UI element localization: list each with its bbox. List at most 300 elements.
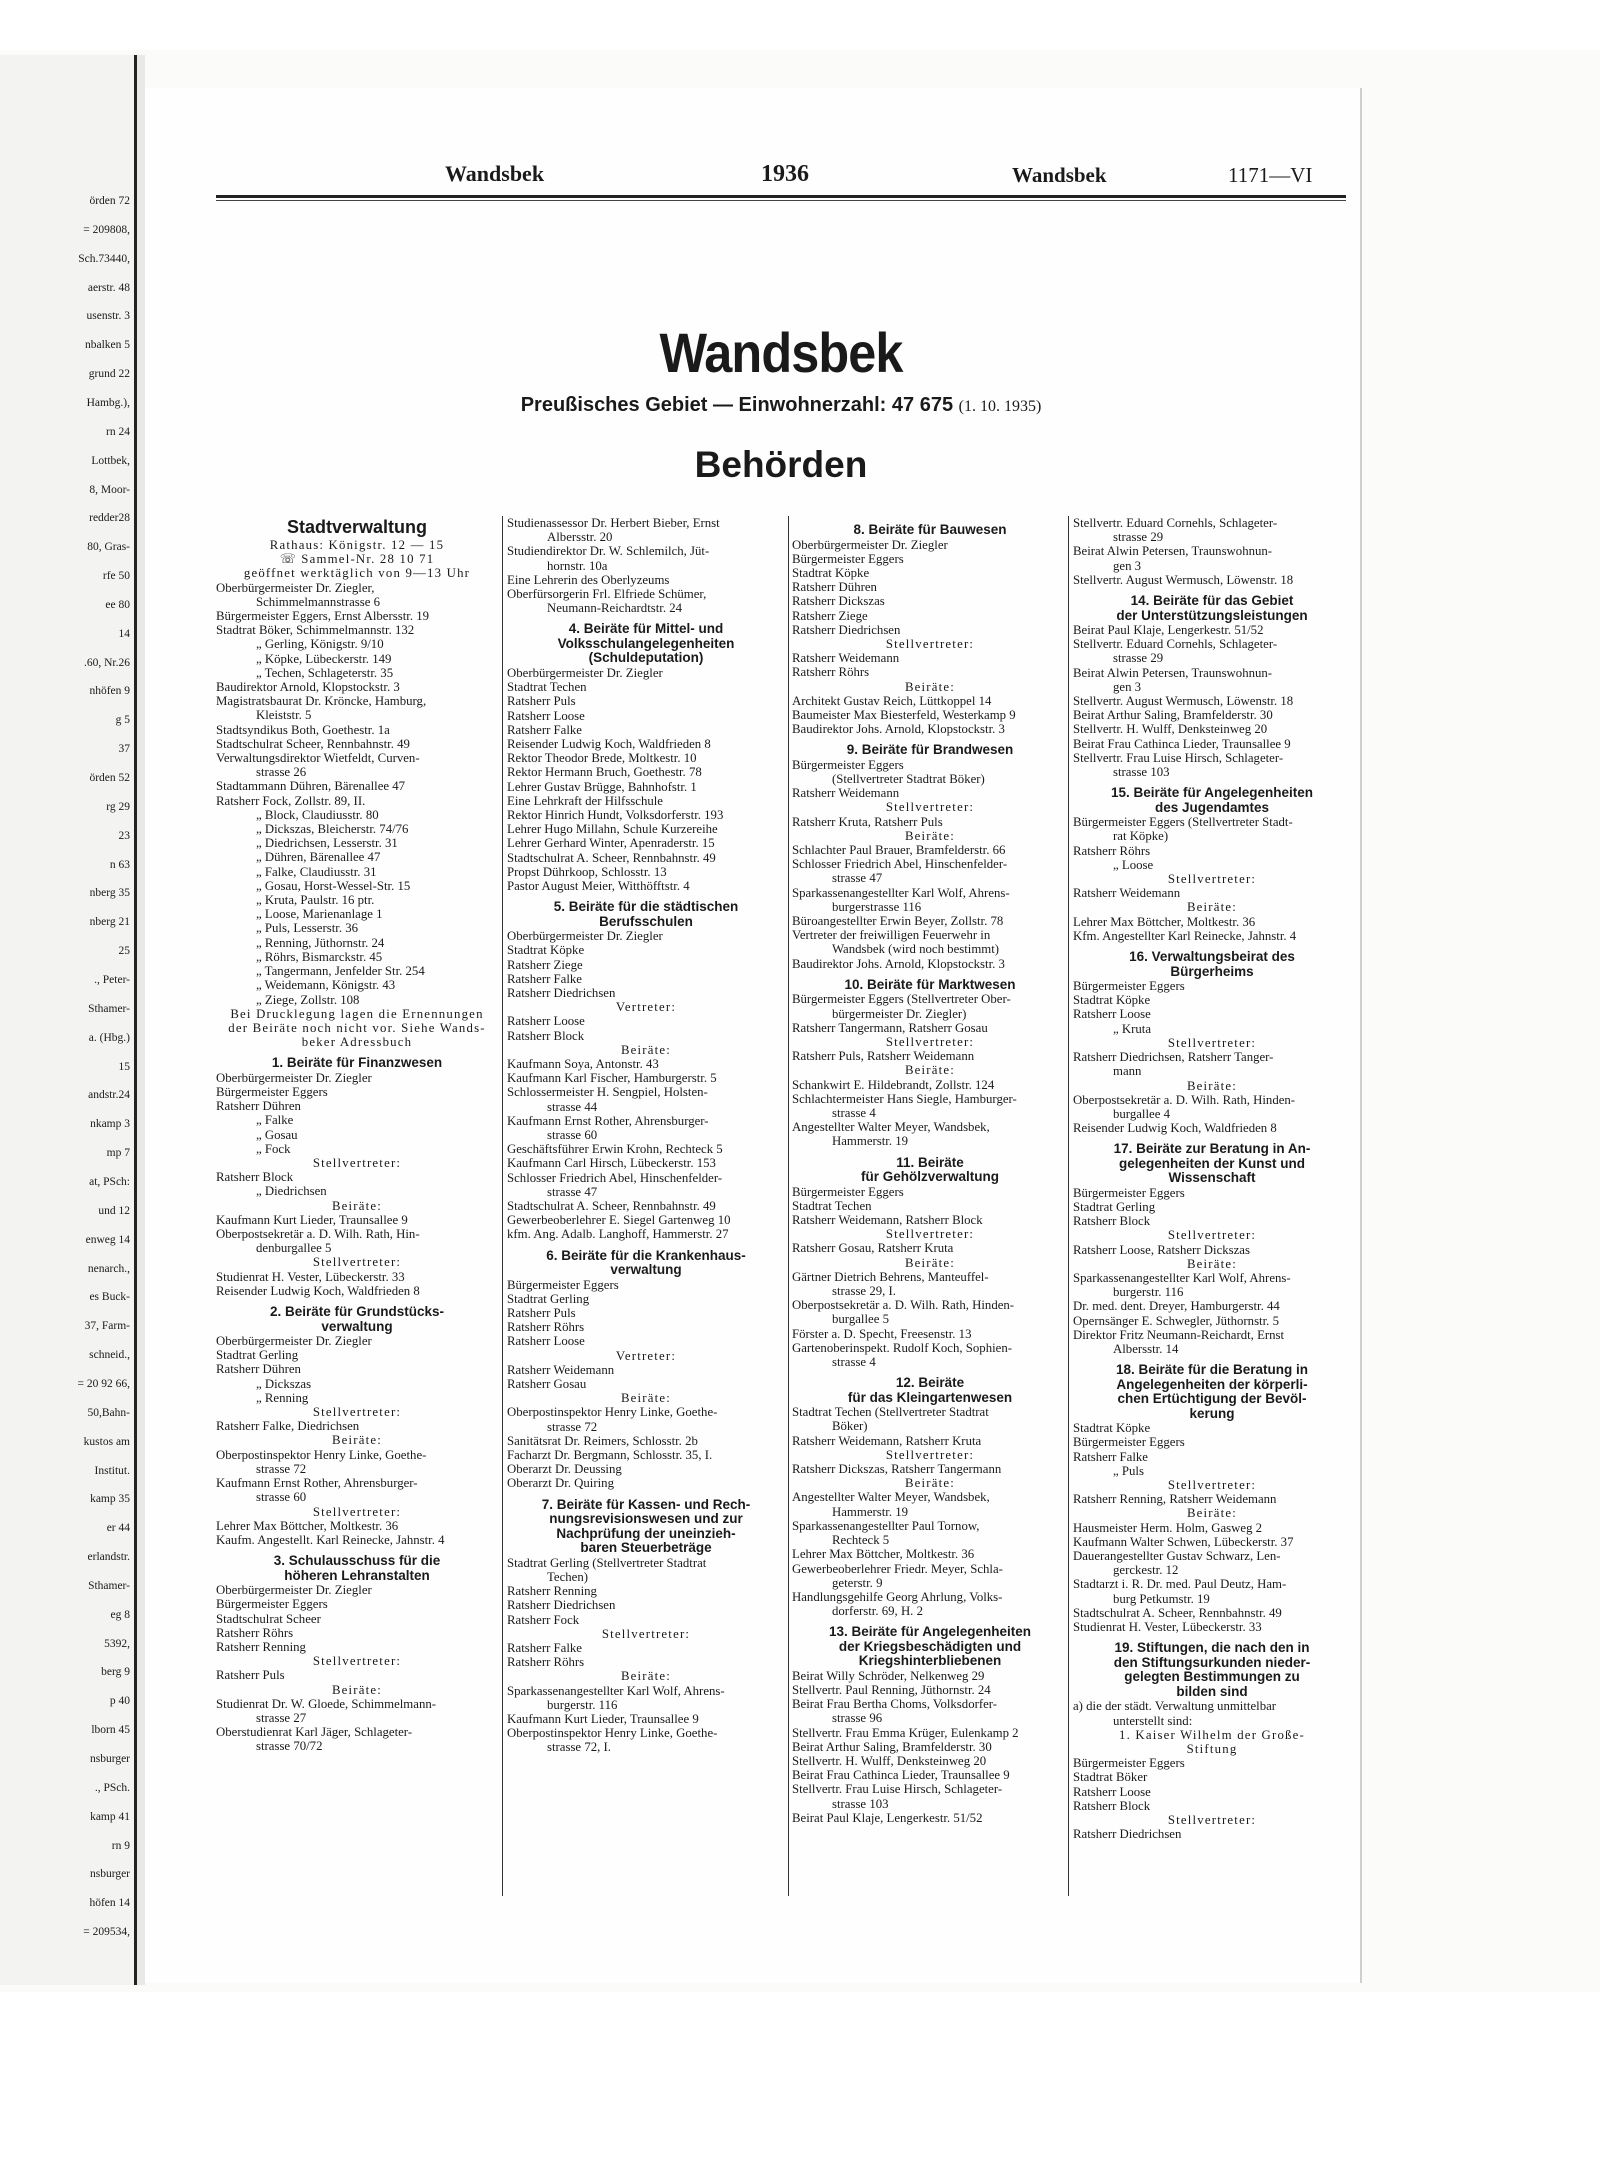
entry-line: Stadtarzt i. R. Dr. med. Paul Deutz, Ham- [1073, 1577, 1287, 1592]
entry-line: Ratsherr Dühren [216, 1362, 301, 1377]
entry-line: Ratsherr Dickszas, Ratsherr Tangermann [792, 1462, 1002, 1477]
entry-line: strasse 44 [547, 1099, 598, 1114]
section-heading: bilden sind [1176, 1683, 1248, 1699]
entry-line: strasse 72, I. [547, 1740, 611, 1755]
entry-line: Beirat Alwin Petersen, Traunswohnun- [1073, 544, 1273, 559]
entry-line: Pastor August Meier, Witthöfftstr. 4 [507, 878, 690, 893]
margin-fragment: mp 7 [106, 1147, 130, 1160]
section-heading: 2. Beiräte für Grundstücks- [269, 1304, 445, 1320]
entry-line: Baudirektor Arnold, Klopstockstr. 3 [216, 680, 400, 695]
entry-line: strasse 103 [1113, 765, 1170, 780]
section-heading: Angelegenheiten der körperli- [1116, 1376, 1308, 1392]
entry-line: burgerstrasse 116 [832, 899, 922, 914]
section-heading: 16. Verwaltungsbeirat des [1129, 949, 1295, 965]
entry-line: Stadtrat Böker, Schimmelmannstr. 132 [216, 623, 415, 638]
entry-line: Oberpostsekretär a. D. Wilh. Rath, Hin- [216, 1227, 420, 1242]
entry-line: Bürgermeister Eggers [1073, 1435, 1185, 1450]
entry-line: Studienrat Dr. W. Gloede, Schimmelmann- [216, 1696, 437, 1711]
entry-line: Oberarzt Dr. Deussing [507, 1462, 622, 1477]
entry-line: Oberbürgermeister Dr. Ziegler [507, 929, 663, 944]
entry-line: Böker) [832, 1419, 868, 1434]
section-heading: 10. Beiräte für Marktwesen [844, 976, 1016, 992]
margin-fragment: 80, Gras- [87, 541, 130, 554]
margin-fragment: erlandstr. [87, 1551, 130, 1564]
entry-line: Ratsherr Loose [1073, 1784, 1151, 1799]
entry-line: Stadtrat Köpke [507, 943, 585, 958]
entry-line: strasse 60 [547, 1128, 598, 1143]
margin-fragment: Hambg.), [86, 396, 130, 409]
section-heading: verwaltung [321, 1318, 393, 1334]
margin-fragment: er 44 [106, 1522, 130, 1535]
population-line: Preußisches Gebiet — Einwohnerzahl: 47 675 [520, 394, 954, 416]
margin-fragment: 37, Farm- [84, 1320, 130, 1333]
entry-line: Schlachtermeister Hans Siegle, Hamburger- [792, 1091, 1017, 1106]
entry-line: Reisender Ludwig Koch, Waldfrieden 8 [216, 1283, 420, 1298]
entry-line: Oberpostinspektor Henry Linke, Goethe- [507, 1405, 718, 1420]
section-heading: Volksschulangelegenheiten [557, 635, 735, 651]
margin-fragment: = 20 92 66, [77, 1377, 130, 1390]
entry-line: Kaufmann Kurt Lieder, Traunsallee 9 [216, 1212, 408, 1227]
entry-line: strasse 47 [547, 1184, 598, 1199]
entry-line: Sanitätsrat Dr. Reimers, Schlosstr. 2b [507, 1433, 698, 1448]
entry-line: Stadtammann Dühren, Bärenallee 47 [216, 779, 406, 794]
entry-line: Stellvertreter: [312, 1405, 402, 1420]
entry-line: Ratsherr Diedrichsen [1073, 1827, 1182, 1842]
entry-line: a) die der städt. Verwaltung unmittelbar [1073, 1699, 1277, 1714]
entry-line: Lehrer Hugo Millahn, Schule Kurzereihe [507, 822, 718, 837]
column-1 [216, 516, 498, 1754]
entry-line: Beiräte: [331, 1682, 383, 1697]
entry-line: Dr. med. dent. Dreyer, Hamburgerstr. 44 [1073, 1299, 1280, 1314]
margin-fragment: nenarch., [87, 1262, 130, 1275]
entry-line: Beiräte: [1186, 1256, 1238, 1271]
entry-line: Ratsherr Falke [1073, 1449, 1148, 1464]
entry-line: Stellvertr. Frau Emma Krüger, Eulenkamp 2 [792, 1725, 1019, 1740]
entry-line: Schankwirt E. Hildebrandt, Zollstr. 124 [792, 1077, 995, 1092]
section-heading: den Stiftungsurkunden nieder- [1113, 1654, 1311, 1670]
column-divider [502, 516, 503, 1896]
entry-line: Beiräte: [904, 1255, 956, 1270]
margin-fragment: nkamp 3 [90, 1118, 130, 1131]
entry-line: Oberbürgermeister Dr. Ziegler, [216, 580, 375, 595]
entry-line: Beirat Frau Bertha Choms, Volksdorfer- [792, 1697, 998, 1712]
entry-line: strasse 26 [256, 765, 307, 780]
entry-line: Lehrer Gerhard Winter, Apenraderstr. 15 [507, 836, 715, 851]
entry-line: „ Diedrichsen, Lesserstr. 31 [256, 836, 398, 851]
column-3 [792, 516, 1068, 1825]
entry-line: Ratsherr Tangermann, Ratsherr Gosau [792, 1020, 988, 1035]
entry-line: Lehrer Max Böttcher, Moltkestr. 36 [1073, 914, 1256, 929]
entry-line: Sparkassenangestellter Paul Tornow, [792, 1518, 980, 1533]
entry-line: Ratsherr Weidemann [792, 651, 900, 666]
page-title: Wandsbek [659, 321, 903, 384]
entry-line: mann [1113, 1064, 1142, 1079]
entry-line: Ratsherr Gosau [507, 1377, 587, 1392]
entry-line: burgallee 5 [832, 1312, 889, 1327]
entry-line: Ratsherr Fock, Zollstr. 89, II. [216, 793, 366, 808]
entry-line: Albersstr. 20 [547, 530, 613, 545]
section-heading: 5. Beiräte für die städtischen [553, 899, 739, 915]
margin-fragment: nbalken 5 [84, 339, 130, 352]
entry-line: Beiräte: [620, 1669, 672, 1684]
entry-line: „ Gosau [256, 1127, 298, 1142]
margin-fragment: = 209534, [83, 1926, 130, 1939]
entry-line: bürgermeister Dr. Ziegler) [832, 1006, 967, 1021]
entry-line: Albersstr. 14 [1113, 1342, 1179, 1357]
entry-line: Ratsherr Puls [507, 1306, 576, 1321]
entry-line: Hausmeister Herm. Holm, Gasweg 2 [1073, 1520, 1263, 1535]
entry-line: „ Weidemann, Königstr. 43 [256, 978, 396, 993]
margin-fragment: nsburger [89, 1868, 130, 1881]
entry-line: Stellvertreter: [885, 1227, 975, 1242]
section-heading: der Unterstützungsleistungen [1116, 607, 1308, 623]
entry-line: ☏ Sammel-Nr. 28 10 71 [279, 552, 435, 567]
entry-line: Wandsbek (wird noch bestimmt) [832, 942, 1000, 957]
entry-line: Sparkassenangestellter Karl Wolf, Ahrens- [507, 1683, 725, 1698]
entry-line: Ratsherr Loose [507, 1334, 585, 1349]
entry-line: Kaufmann Walter Schwen, Lübeckerstr. 37 [1073, 1534, 1294, 1549]
entry-line: Schlossermeister H. Sengpiel, Holsten- [507, 1085, 708, 1100]
margin-fragment: 8, Moor- [89, 483, 130, 496]
entry-line: Ratsherr Block [1073, 1798, 1151, 1813]
margin-fragment: Lottbek, [91, 454, 130, 467]
column-4 [1073, 516, 1351, 1841]
entry-line: Ratsherr Renning [216, 1639, 306, 1654]
header-rule-thin [216, 200, 1346, 201]
entry-line: denburgallee 5 [256, 1241, 332, 1256]
entry-line: Baudirektor Johs. Arnold, Klopstockstr. 3 [792, 722, 1005, 737]
entry-line: Handlungsgehilfe Georg Ahrlung, Volks- [792, 1589, 1003, 1604]
margin-fragment: p 40 [109, 1695, 130, 1708]
entry-line: Oberbürgermeister Dr. Ziegler [216, 1583, 372, 1598]
entry-line: Architekt Gustav Reich, Lüttkoppel 14 [792, 693, 992, 708]
entry-line: strasse 70/72 [256, 1739, 323, 1754]
header-year: 1936 [761, 161, 809, 187]
entry-line: strasse 29 [1113, 530, 1164, 545]
entry-line: strasse 72 [547, 1419, 598, 1434]
entry-line: Eine Lehrkraft der Hilfsschule [507, 793, 663, 808]
entry-line: Hammerstr. 19 [832, 1134, 909, 1149]
section-heading: 6. Beiräte für die Krankenhaus- [546, 1247, 746, 1263]
entry-line: Oberbürgermeister Dr. Ziegler [507, 665, 663, 680]
entry-line: Oberfürsorgerin Frl. Elfriede Schümer, [507, 587, 707, 602]
entry-line: Stellvertreter: [312, 1156, 402, 1171]
entry-line: Stellvertr. Frau Luise Hirsch, Schlageter- [792, 1782, 1003, 1797]
margin-fragment: kamp 35 [90, 1493, 130, 1506]
section-heading: Stadtverwaltung [286, 517, 428, 537]
entry-line: Oberpostinspektor Henry Linke, Goethe- [507, 1726, 718, 1741]
margin-fragment: n 63 [109, 858, 130, 871]
margin-fragment: kustos am [83, 1435, 130, 1448]
entry-line: Bürgermeister Eggers [792, 757, 904, 772]
entry-line: Bei Drucklegung lagen die Ernennungen [230, 1006, 484, 1021]
entry-line: Ratsherr Diedrichsen [507, 1598, 616, 1613]
entry-line: „ Loose, Marienanlage 1 [256, 907, 383, 922]
entry-line: strasse 27 [256, 1710, 307, 1725]
entry-line: Beirat Frau Cathinca Lieder, Traunsallee 9 [1073, 736, 1291, 751]
entry-line: Stadtschulrat A. Scheer, Rennbahnstr. 49 [507, 850, 716, 865]
entry-line: Vertreter der freiwilligen Feuerwehr in [792, 928, 991, 943]
entry-line: „ Fock [256, 1141, 291, 1156]
entry-line: Beirat Paul Klaje, Lengerkestr. 51/52 [1073, 623, 1264, 638]
entry-line: „ Diedrichsen [256, 1184, 327, 1199]
section-heading: 4. Beiräte für Mittel- und [568, 621, 724, 637]
entry-line: Ratsherr Falke [507, 722, 582, 737]
entry-line: Ratsherr Röhrs [216, 1625, 294, 1640]
entry-line: Magistratsbaurat Dr. Kröncke, Hamburg, [216, 694, 427, 709]
entry-line: „ Falke, Claudiusstr. 31 [256, 864, 377, 879]
entry-line: Ratsherr Kruta, Ratsherr Puls [792, 814, 943, 829]
entry-line: Opernsänger E. Schwegler, Jüthornstr. 5 [1073, 1313, 1279, 1328]
entry-line: Ratsherr Gosau, Ratsherr Kruta [792, 1241, 954, 1256]
entry-line: Ratsherr Puls, Ratsherr Weidemann [792, 1049, 975, 1064]
margin-fragment: rn 9 [111, 1839, 130, 1852]
margin-fragment: Sthamer- [88, 1002, 130, 1015]
entry-line: Sparkassenangestellter Karl Wolf, Ahrens- [1073, 1271, 1291, 1286]
entry-line: Angestellter Walter Meyer, Wandsbek, [792, 1120, 990, 1135]
entry-line: Kfm. Angestellter Karl Reinecke, Jahnstr. 4 [1073, 928, 1297, 943]
section-heading: Berufsschulen [599, 913, 693, 929]
section-heading: der Kriegsbeschädigten und [838, 1638, 1022, 1654]
entry-line: „ Gosau, Horst-Wessel-Str. 15 [256, 878, 411, 893]
entry-line: „ Falke [256, 1113, 294, 1128]
entry-line: Ratsherr Weidemann, Ratsherr Block [792, 1213, 983, 1228]
entry-line: „ Dickszas, Bleicherstr. 74/76 [256, 822, 409, 837]
entry-line: Schlosser Friedrich Abel, Hinschenfelder- [507, 1170, 723, 1185]
entry-line: Stadtsyndikus Both, Goethestr. 1a [216, 722, 390, 737]
entry-line: strasse 29, I. [832, 1284, 896, 1299]
entry-line: Ratsherr Block [216, 1170, 294, 1185]
entry-line: „ Puls [1113, 1463, 1144, 1478]
entry-line: Beirat Paul Klaje, Lengerkestr. 51/52 [792, 1810, 983, 1825]
margin-fragment: örden 52 [89, 772, 130, 785]
margin-fragment: 14 [118, 627, 130, 640]
section-heading: 8. Beiräte für Bauwesen [853, 522, 1007, 537]
entry-line: Rektor Theodor Brede, Moltkestr. 10 [507, 751, 697, 766]
margin-fragment: Sch.73440, [78, 252, 130, 265]
entry-line: Ratsherr Diedrichsen [507, 985, 616, 1000]
entry-line: Kaufmann Karl Fischer, Hamburgerstr. 5 [507, 1071, 717, 1086]
entry-line: 1. Kaiser Wilhelm der Große- [1118, 1727, 1305, 1742]
entry-line: Stellvertreter: [885, 1447, 975, 1462]
entry-line: Stadtrat Techen [507, 680, 587, 695]
entry-line: Stiftung [1186, 1741, 1238, 1756]
margin-fragment: lborn 45 [91, 1724, 130, 1737]
margin-fragment: es Buck- [89, 1291, 130, 1304]
entry-line: Stadtrat Gerling [216, 1348, 299, 1363]
margin-fragment: nsburger [89, 1753, 130, 1766]
entry-line: Kaufmann Ernst Rother, Ahrensburger- [507, 1113, 709, 1128]
section-heading: chen Ertüchtigung der Bevöl- [1117, 1391, 1307, 1407]
entry-line: Kaufmann Kurt Lieder, Traunsallee 9 [507, 1711, 699, 1726]
entry-line: Stellvertreter: [1167, 872, 1257, 887]
entry-line: Ratsherr Röhrs [792, 665, 870, 680]
margin-fragment: 23 [118, 829, 130, 842]
margin-fragment: höfen 14 [89, 1897, 130, 1910]
entry-line: Stellvertr. Paul Renning, Jüthornstr. 24 [792, 1683, 991, 1698]
section-heading: gelegten Bestimmungen zu [1124, 1669, 1300, 1685]
entry-line: strasse 4 [832, 1355, 876, 1370]
entry-line: Baudirektor Johs. Arnold, Klopstockstr. 3 [792, 956, 1005, 971]
entry-line: Stellvertr. Frau Luise Hirsch, Schlageter- [1073, 750, 1284, 765]
section-heading: 1. Beiräte für Finanzwesen [271, 1055, 443, 1071]
entry-line: Ratsherr Renning, Ratsherr Weidemann [1073, 1492, 1277, 1507]
entry-line: „ Kruta [1113, 1021, 1152, 1036]
entry-line: Kleiststr. 5 [256, 708, 312, 723]
entry-line: Ratsherr Falke, Diedrichsen [216, 1419, 360, 1434]
entry-line: Ratsherr Röhrs [507, 1320, 585, 1335]
entry-line: Beirat Frau Cathinca Lieder, Traunsallee 9 [792, 1768, 1010, 1783]
entry-line: burg Petkumstr. 19 [1113, 1591, 1210, 1606]
section-heading: (Schuldeputation) [588, 650, 704, 666]
margin-fragment: 5392, [104, 1637, 130, 1650]
margin-fragment: kamp 41 [90, 1810, 130, 1823]
section-heading: 18. Beiräte für die Beratung in [1115, 1362, 1309, 1378]
entry-line: Beiräte: [331, 1198, 383, 1213]
entry-line: Bürgermeister Eggers [1073, 1756, 1185, 1771]
entry-line: Oberbürgermeister Dr. Ziegler [216, 1070, 372, 1085]
entry-line: Oberpostinspektor Henry Linke, Goethe- [216, 1447, 427, 1462]
section-title: Behörden [694, 444, 868, 485]
entry-line: strasse 72 [256, 1461, 307, 1476]
entry-line: burgerstr. 116 [547, 1697, 618, 1712]
entry-line: Ratsherr Renning [507, 1584, 597, 1599]
entry-line: (Stellvertreter Stadtrat Böker) [832, 772, 985, 787]
margin-fragment: aerstr. 48 [87, 281, 130, 294]
entry-line: Ratsherr Loose [507, 708, 585, 723]
entry-line: strasse 96 [832, 1711, 883, 1726]
entry-line: Ratsherr Diedrichsen [792, 622, 901, 637]
entry-line: „ Dickszas [256, 1376, 312, 1391]
column-2 [507, 516, 785, 1755]
entry-line: „ Köpke, Lübeckerstr. 149 [256, 651, 392, 666]
margin-fragment: Institut. [94, 1464, 130, 1477]
entry-line: Bürgermeister Eggers, Ernst Albersstr. 19 [216, 609, 430, 624]
entry-line: Ratsherr Weidemann [1073, 886, 1181, 901]
entry-line: Stellvertreter: [601, 1626, 691, 1641]
entry-line: Bürgermeister Eggers [507, 1277, 619, 1292]
entry-line: Ratsherr Weidemann [507, 1362, 615, 1377]
entry-line: Studienassessor Dr. Herbert Bieber, Ernst [507, 516, 720, 530]
section-heading: Bürgerheims [1170, 963, 1254, 979]
entry-line: Ratsherr Loose [507, 1014, 585, 1029]
entry-line: Beiräte: [620, 1391, 672, 1406]
entry-line: gen 3 [1113, 679, 1142, 694]
entry-line: „ Ziege, Zollstr. 108 [256, 992, 360, 1007]
entry-line: „ Dühren, Bärenallee 47 [256, 850, 381, 865]
entry-line: strasse 103 [832, 1796, 889, 1811]
entry-line: der Beiräte noch nicht vor. Siehe Wands- [228, 1020, 486, 1035]
entry-line: Beiräte: [904, 1476, 956, 1491]
header-right: Wandsbek [1012, 163, 1107, 187]
section-heading: gelegenheiten der Kunst und [1118, 1155, 1305, 1171]
entry-line: beker Adressbuch [301, 1035, 413, 1050]
entry-line: Stadtschulrat Scheer [216, 1611, 321, 1626]
header-left: Wandsbek [445, 161, 545, 186]
margin-fragment: .60, Nr.26 [84, 656, 130, 669]
entry-line: Schlosser Friedrich Abel, Hinschenfelder- [792, 857, 1008, 872]
entry-line: Bürgermeister Eggers [792, 551, 904, 566]
margin-fragment: 50,Bahn- [87, 1406, 130, 1419]
entry-line: Beirat Arthur Saling, Bramfelderstr. 30 [1073, 708, 1273, 723]
margin-fragment: und 12 [98, 1204, 130, 1217]
entry-line: Studienrat H. Vester, Lübeckerstr. 33 [216, 1269, 405, 1284]
entry-line: geterstr. 9 [832, 1575, 883, 1590]
entry-line: Stadtrat Gerling [507, 1291, 590, 1306]
entry-line: Gärtner Dietrich Behrens, Manteuffel- [792, 1269, 989, 1284]
entry-line: Bürgermeister Eggers (Stellvertreter Stadt- [1073, 815, 1293, 830]
entry-line: burgallee 4 [1113, 1106, 1170, 1121]
entry-line: Beiräte: [620, 1042, 672, 1057]
entry-line: Beiräte: [1186, 900, 1238, 915]
entry-line: Kaufm. Angestellt. Karl Reinecke, Jahnstr. 4 [216, 1532, 445, 1547]
entry-line: „ Renning [256, 1390, 309, 1405]
entry-line: Bürgermeister Eggers [216, 1085, 328, 1100]
entry-line: Ratsherr Weidemann, Ratsherr Kruta [792, 1433, 982, 1448]
entry-line: Beiräte: [1186, 1506, 1238, 1521]
section-heading: für das Kleingartenwesen [847, 1389, 1013, 1405]
entry-line: Stellvertreter: [1167, 1035, 1257, 1050]
column-divider [788, 516, 789, 1896]
entry-line: Bürgermeister Eggers [216, 1597, 328, 1612]
entry-line: Ratsherr Ziege [792, 608, 868, 623]
entry-line: Beiräte: [904, 828, 956, 843]
entry-line: Direktor Fritz Neumann-Reichardt, Ernst [1073, 1327, 1285, 1342]
entry-line: Stellvertreter: [312, 1255, 402, 1270]
entry-line: Ratsherr Falke [507, 1640, 582, 1655]
entry-line: Studiendirektor Dr. W. Schlemilch, Jüt- [507, 544, 710, 559]
entry-line: Stadtrat Köpke [1073, 993, 1151, 1008]
entry-line: geöffnet werktäglich von 9—13 Uhr [243, 566, 471, 581]
entry-line: Stadtschulrat Scheer, Rennbahnstr. 49 [216, 736, 410, 751]
entry-line: Stellvertr. Eduard Cornehls, Schlageter- [1073, 637, 1278, 652]
entry-line: Stadtrat Böker [1073, 1770, 1148, 1785]
entry-line: Beiräte: [1186, 1078, 1238, 1093]
entry-line: Dauerangestellter Gustav Schwarz, Len- [1073, 1549, 1281, 1564]
entry-line: „ Kruta, Paulstr. 16 ptr. [256, 893, 375, 908]
entry-line: Studienrat H. Vester, Lübeckerstr. 33 [1073, 1620, 1262, 1635]
entry-line: Stellvertr. Eduard Cornehls, Schlageter- [1073, 516, 1278, 530]
entry-line: Bürgermeister Eggers [792, 1184, 904, 1199]
entry-line: Lehrer Max Böttcher, Moltkestr. 36 [216, 1518, 399, 1533]
section-heading: Kriegshinterbliebenen [858, 1653, 1002, 1669]
entry-line: Bürgermeister Eggers (Stellvertreter Ober- [792, 992, 1011, 1007]
entry-line: Kaufmann Carl Hirsch, Lübeckerstr. 153 [507, 1156, 716, 1171]
entry-line: Ratsherr Puls [507, 694, 576, 709]
section-heading: 7. Beiräte für Kassen- und Rech- [541, 1496, 751, 1512]
section-heading: 9. Beiräte für Brandwesen [846, 742, 1014, 758]
entry-line: Stadtrat Gerling (Stellvertreter Stadtrat [507, 1555, 707, 1570]
entry-line: Ratsherr Diedrichsen, Ratsherr Tanger- [1073, 1050, 1274, 1065]
entry-line: Ratsherr Röhrs [1073, 843, 1151, 858]
entry-line: hornstr. 10a [547, 558, 608, 573]
section-heading: höheren Lehranstalten [284, 1567, 430, 1583]
section-heading: verwaltung [610, 1262, 682, 1278]
entry-line: Ratsherr Röhrs [507, 1655, 585, 1670]
entry-line: Stellvertreter: [1167, 1478, 1257, 1493]
margin-fragment: berg 9 [101, 1666, 130, 1679]
entry-line: Stellvertr. August Wermusch, Löwenstr. 18 [1073, 694, 1294, 709]
margin-fragment: schneid., [89, 1349, 130, 1362]
entry-line: strasse 47 [832, 871, 883, 886]
entry-line: Beiräte: [331, 1433, 383, 1448]
section-heading: 3. Schulausschuss für die [273, 1553, 441, 1569]
margin-fragment: ee 80 [105, 598, 130, 611]
entry-line: Ratsherr Loose [1073, 1007, 1151, 1022]
entry-line: „ Gerling, Königstr. 9/10 [256, 637, 384, 652]
subtitle [216, 394, 1346, 417]
entry-line: Beiräte: [904, 1063, 956, 1078]
